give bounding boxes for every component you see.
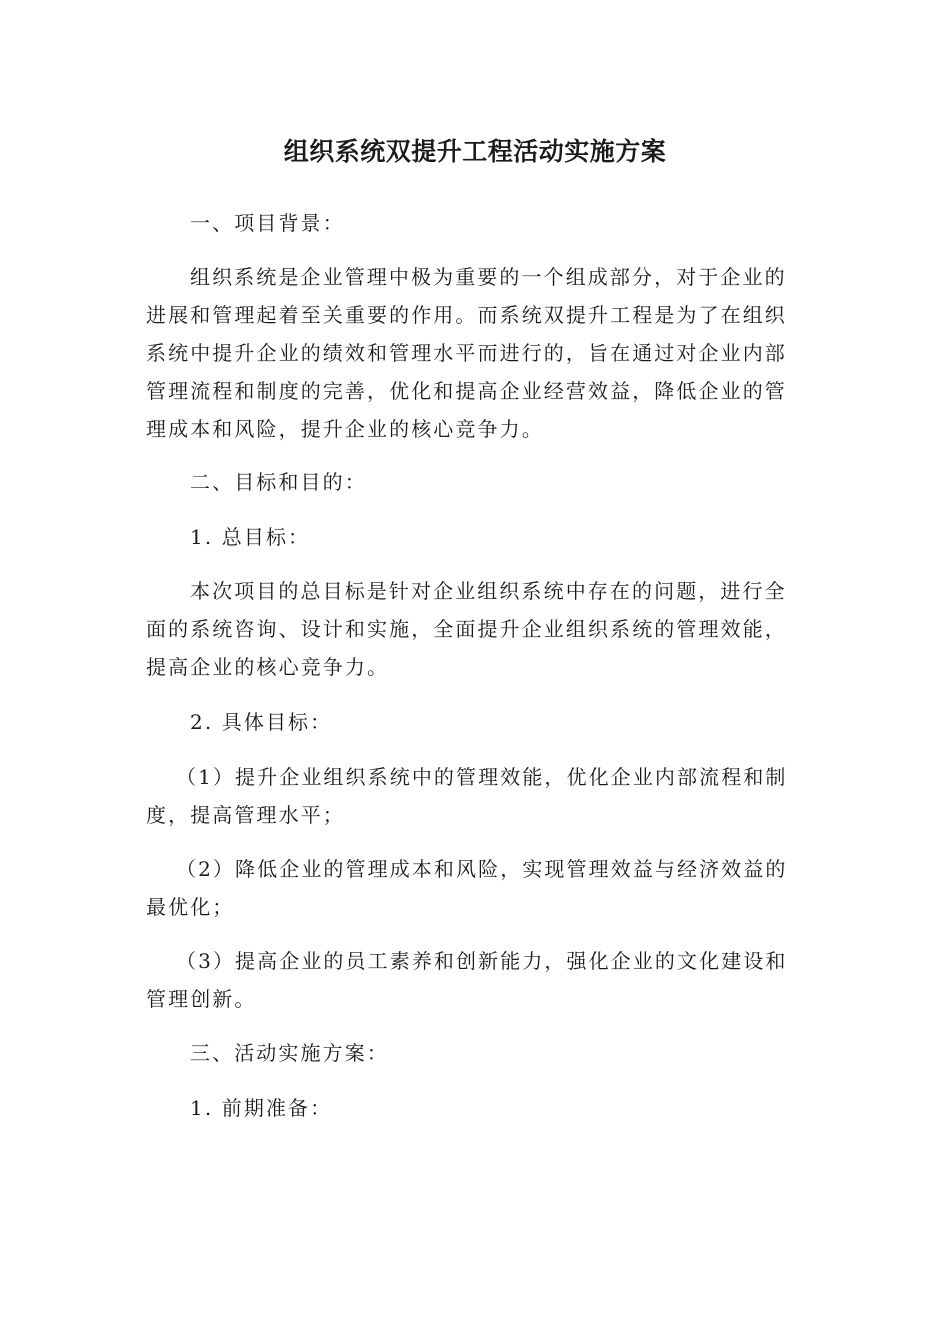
paragraph-background: 组织系统是企业管理中极为重要的一个组成部分，对于企业的进展和管理起着至关重要的作用。而系统双提升工程是为了在组织系统中提升企业的绩效和管理水平而进行的，旨在通过对企业内部管理流程和制度的完善，优化和提高企业经营效益，降低企业的管理成本和风险，提升企业的核心竞争力。 [146, 265, 787, 441]
subheading-preparation: 1. 前期准备： [190, 1096, 333, 1120]
section-heading-plan: 三、活动实施方案： [190, 1041, 389, 1065]
paragraph-overall-goal: 本次项目的总目标是针对企业组织系统中存在的问题，进行全面的系统咨询、设计和实施，全面提升企业组织系统的管理效能，提高企业的核心竞争力。 [146, 579, 787, 679]
list-item-specific-goal-3: （3）提高企业的员工素养和创新能力，强化企业的文化建设和管理创新。 [146, 949, 788, 1011]
section-heading-goals: 二、目标和目的： [190, 470, 367, 494]
subheading-overall-goal: 1. 总目标： [190, 525, 311, 549]
document-title: 组织系统双提升工程活动实施方案 [283, 137, 667, 166]
subheading-specific-goals: 2. 具体目标： [190, 710, 333, 734]
list-item-specific-goal-2: （2）降低企业的管理成本和风险，实现管理效益与经济效益的最优化； [146, 857, 788, 919]
list-item-specific-goal-1: （1）提升企业组织系统中的管理效能，优化企业内部流程和制度，提高管理水平； [146, 765, 788, 827]
section-heading-background: 一、项目背景： [190, 211, 345, 235]
